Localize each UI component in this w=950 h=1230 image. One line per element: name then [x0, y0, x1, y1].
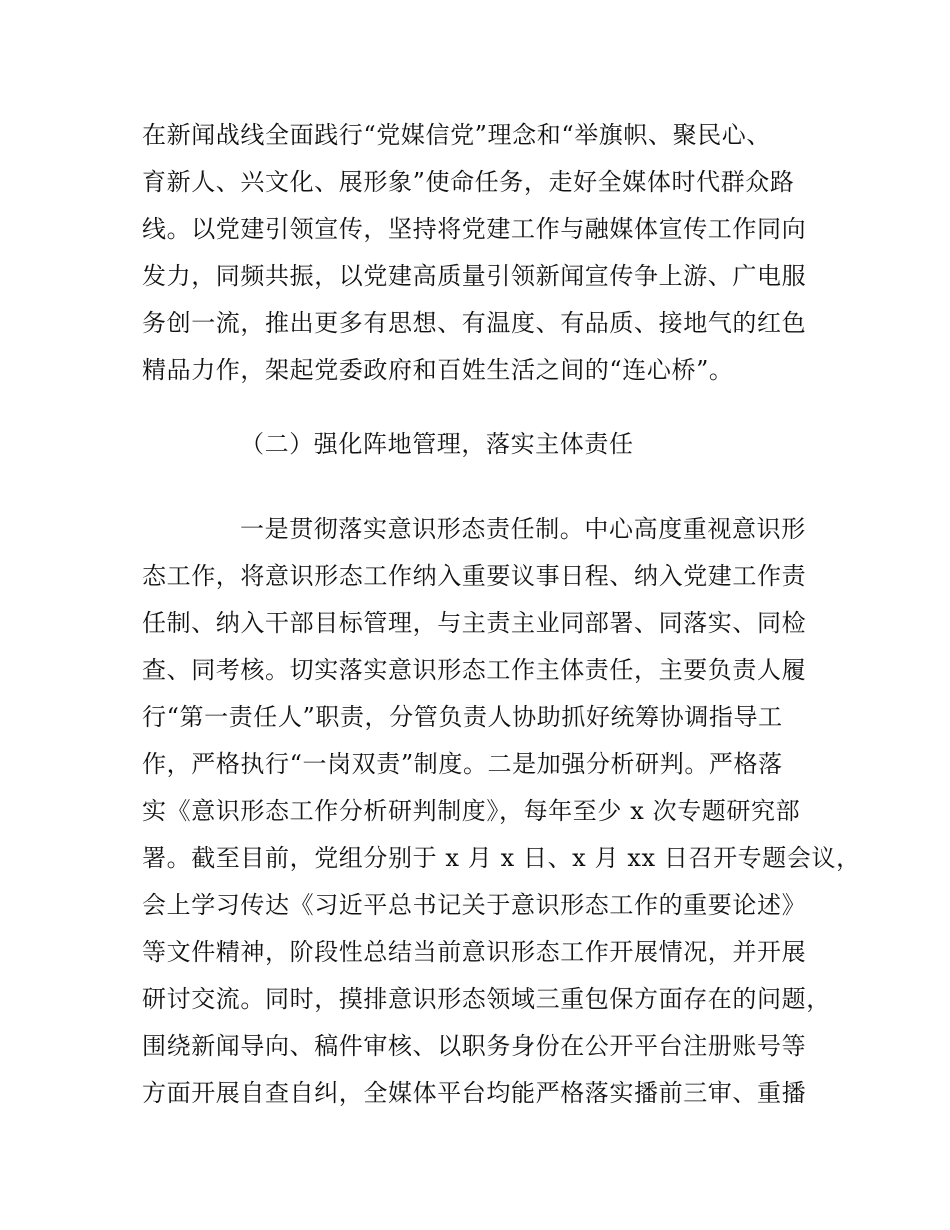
paragraph-2-line-8: 署。截至目前，党组分别于 x 月 x 日、x 月 xx 日召开专题会议，: [142, 844, 861, 872]
paragraph-2-line-6: 作，严格执行“一岗双责”制度。二是加强分析研判。严格落: [142, 750, 783, 778]
paragraph-1-line-3: 线。以党建引领宣传，坚持将党建工作与融媒体宣传工作同向: [142, 215, 807, 243]
paragraph-2-line-7: 实《意识形态工作分析研判制度》，每年至少 x 次专题研究部: [142, 797, 801, 825]
section-heading: （二）强化阵地管理，落实主体责任: [240, 430, 634, 458]
paragraph-2-line-3: 任制、纳入干部目标管理，与主责主业同部署、同落实、同检: [142, 609, 807, 637]
paragraph-2-line-2: 态工作，将意识形态工作纳入重要议事日程、纳入党建工作责: [142, 562, 807, 590]
paragraph-1-line-2: 育新人、兴文化、展形象”使命任务，走好全媒体时代群众路: [142, 168, 795, 196]
paragraph-2-line-12: 围绕新闻导向、稿件审核、以职务身份在公开平台注册账号等: [142, 1032, 807, 1060]
paragraph-1-line-1: 在新闻战线全面践行“党媒信党”理念和“举旗帜、聚民心、: [142, 121, 772, 149]
paragraph-2-line-11: 研讨交流。同时，摸排意识形态领域三重包保方面存在的问题，: [142, 985, 831, 1013]
paragraph-2-line-4: 查、同考核。切实落实意识形态工作主体责任，主要负责人履: [142, 656, 807, 684]
paragraph-2-line-1: 一是贯彻落实意识形态责任制。中心高度重视意识形: [240, 515, 806, 543]
paragraph-2-line-13: 方面开展自查自纠，全媒体平台均能严格落实播前三审、重播: [142, 1079, 807, 1107]
paragraph-1-line-4: 发力，同频共振，以党建高质量引领新闻宣传争上游、广电服: [142, 262, 807, 290]
paragraph-2-line-5: 行“第一责任人”职责，分管负责人协助抓好统筹协调指导工: [142, 703, 783, 731]
paragraph-2-line-10: 等文件精神，阶段性总结当前意识形态工作开展情况，并开展: [142, 938, 807, 966]
paragraph-1-line-6: 精品力作，架起党委政府和百姓生活之间的“连心桥”。: [142, 356, 734, 384]
paragraph-2-line-9: 会上学习传达《习近平总书记关于意识形态工作的重要论述》: [142, 891, 807, 919]
paragraph-1-line-5: 务创一流，推出更多有思想、有温度、有品质、接地气的红色: [142, 309, 807, 337]
